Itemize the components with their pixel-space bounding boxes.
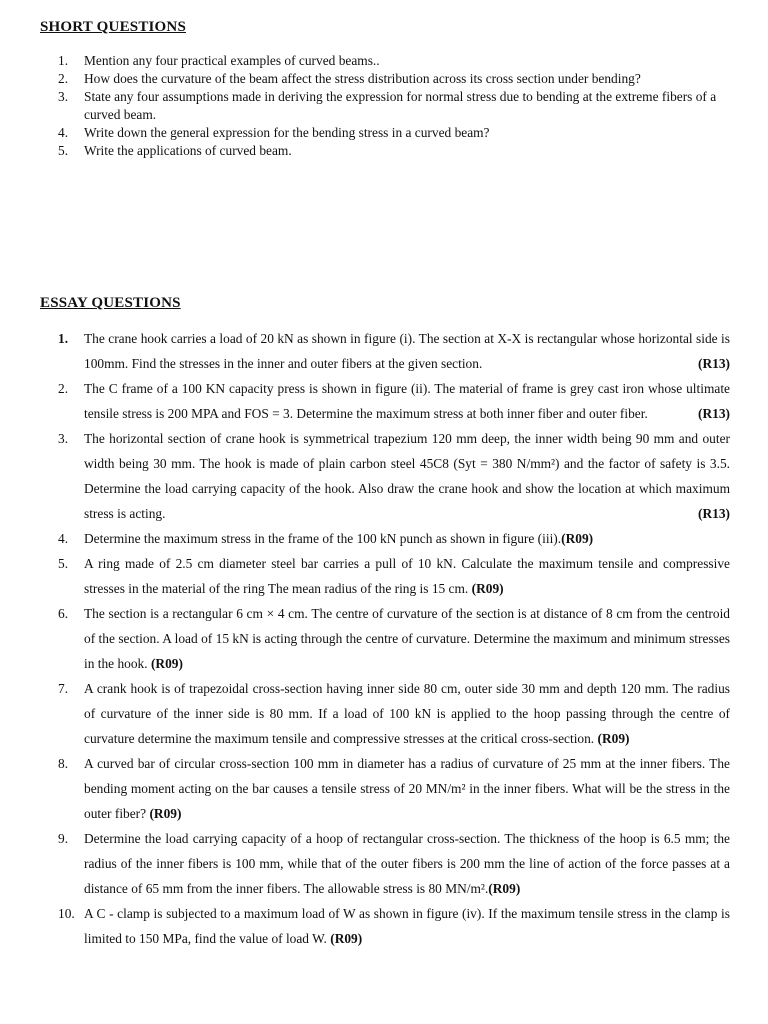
item-number: 3. (58, 431, 69, 446)
question-text: How does the curvature of the beam affect the stress distribution across its cross section under bending? (84, 71, 641, 86)
question-text: Determine the load carrying capacity of a hoop of rectangular cross-section. The thickness of the hoop is 6.5 mm; the radius of the inner fibers is 100 mm, while that of the outer fibers is 200 mm the line of action of the force passes at a distance of 65 mm from the inner fibers. The allowable stress is 80 MN/m². (84, 831, 730, 896)
question-text: Write the applications of curved beam. (84, 143, 292, 158)
item-number: 4. (58, 125, 69, 140)
essay-question-item (40, 526, 730, 551)
question-text: Mention any four practical examples of curved beams.. (84, 53, 380, 68)
item-number: 10. (58, 906, 75, 921)
essay-question-item (40, 901, 730, 951)
question-text: A ring made of 2.5 cm diameter steel bar carries a pull of 10 kN. Calculate the maximum tensile and compressive stresses in the material of the ring The mean radius of the ring is 15 cm. (84, 556, 730, 596)
essay-question-item (40, 426, 730, 526)
short-questions-list (40, 52, 730, 160)
short-question-item (40, 88, 730, 124)
item-number: 1. (58, 53, 69, 68)
essay-questions-heading: ESSAY QUESTIONS (40, 295, 181, 311)
item-number: 8. (58, 756, 69, 771)
question-text: The C frame of a 100 KN capacity press is shown in figure (ii). The material of frame is grey cast iron whose ultimate tensile stress is 200 MPA and FOS = 3. Determine the maximum stress at both inner fiber and outer fiber. (84, 381, 730, 421)
item-number: 7. (58, 681, 69, 696)
question-text: The crane hook carries a load of 20 kN as shown in figure (i). The section at X-X is rectangular whose horizontal side is 100mm. Find the stresses in the inner and outer fibers at the given section. (84, 331, 730, 371)
essay-question-item (40, 326, 730, 376)
regulation-tag: (R09) (149, 806, 182, 821)
item-number: 1. (58, 331, 69, 346)
essay-questions-list (40, 326, 730, 951)
regulation-tag: (R09) (597, 731, 630, 746)
regulation-tag: (R09) (330, 931, 363, 946)
essay-question-item (40, 601, 730, 676)
regulation-tag: (R09) (471, 581, 504, 596)
question-text: The horizontal section of crane hook is symmetrical trapezium 120 mm deep, the inner width being 90 mm and outer width being 30 mm. The hook is made of plain carbon steel 45C8 (Syt = 380 N/mm²) and the factor of safety is 3.5. Determine the load carrying capacity of the hook. Also draw the crane hook and show the location at which maximum stress is acting. (84, 431, 730, 521)
question-text: A C - clamp is subjected to a maximum load of W as shown in figure (iv). If the maximum tensile stress in the clamp is limited to 150 MPa, find the value of load W. (84, 906, 730, 946)
short-question-item (40, 70, 730, 88)
item-number: 6. (58, 606, 69, 621)
essay-question-item (40, 551, 730, 601)
regulation-tag: (R13) (698, 356, 730, 371)
regulation-tag: (R09) (150, 656, 183, 671)
item-number: 3. (58, 89, 69, 104)
short-question-item (40, 52, 730, 70)
question-text: Write down the general expression for the bending stress in a curved beam? (84, 125, 490, 140)
short-question-item (40, 124, 730, 142)
essay-question-item (40, 826, 730, 901)
item-number: 4. (58, 531, 69, 546)
item-number: 5. (58, 556, 69, 571)
item-number: 2. (58, 381, 69, 396)
question-text: State any four assumptions made in deriving the expression for normal stress due to bending at the extreme fibers of a curved beam. (84, 89, 717, 122)
essay-question-item (40, 751, 730, 826)
item-number: 9. (58, 831, 69, 846)
regulation-tag: (R13) (698, 406, 730, 421)
item-number: 2. (58, 71, 69, 86)
question-text: Determine the maximum stress in the frame of the 100 kN punch as shown in figure (iii). (84, 531, 562, 546)
essay-question-item (40, 376, 730, 426)
regulation-tag: (R09) (561, 531, 594, 546)
question-text: A curved bar of circular cross-section 100 mm in diameter has a radius of curvature of 25 mm at the inner fibers. The bending moment acting on the bar causes a tensile stress of 20 MN/m² in the inner fibers. What will be the stress in the outer fiber? (84, 756, 730, 821)
item-number: 5. (58, 143, 69, 158)
regulation-tag: (R09) (488, 881, 521, 896)
regulation-tag: (R13) (698, 506, 730, 521)
short-questions-heading: SHORT QUESTIONS (40, 19, 186, 35)
question-text: A crank hook is of trapezoidal cross-section having inner side 80 cm, outer side 30 mm and depth 120 mm. The radius of curvature of the inner side is 80 mm. If a load of 100 kN is applied to the hoop passing through the centre of curvature determine the maximum tensile and compressive stresses at the critical cross-section. (84, 681, 730, 746)
question-text: The section is a rectangular 6 cm × 4 cm. The centre of curvature of the section is at distance of 8 cm from the centroid of the section. A load of 15 kN is acting through the centre of curvature. Determine the maximum and minimum stresses in the hook. (84, 606, 730, 671)
short-question-item (40, 142, 730, 160)
essay-question-item (40, 676, 730, 751)
